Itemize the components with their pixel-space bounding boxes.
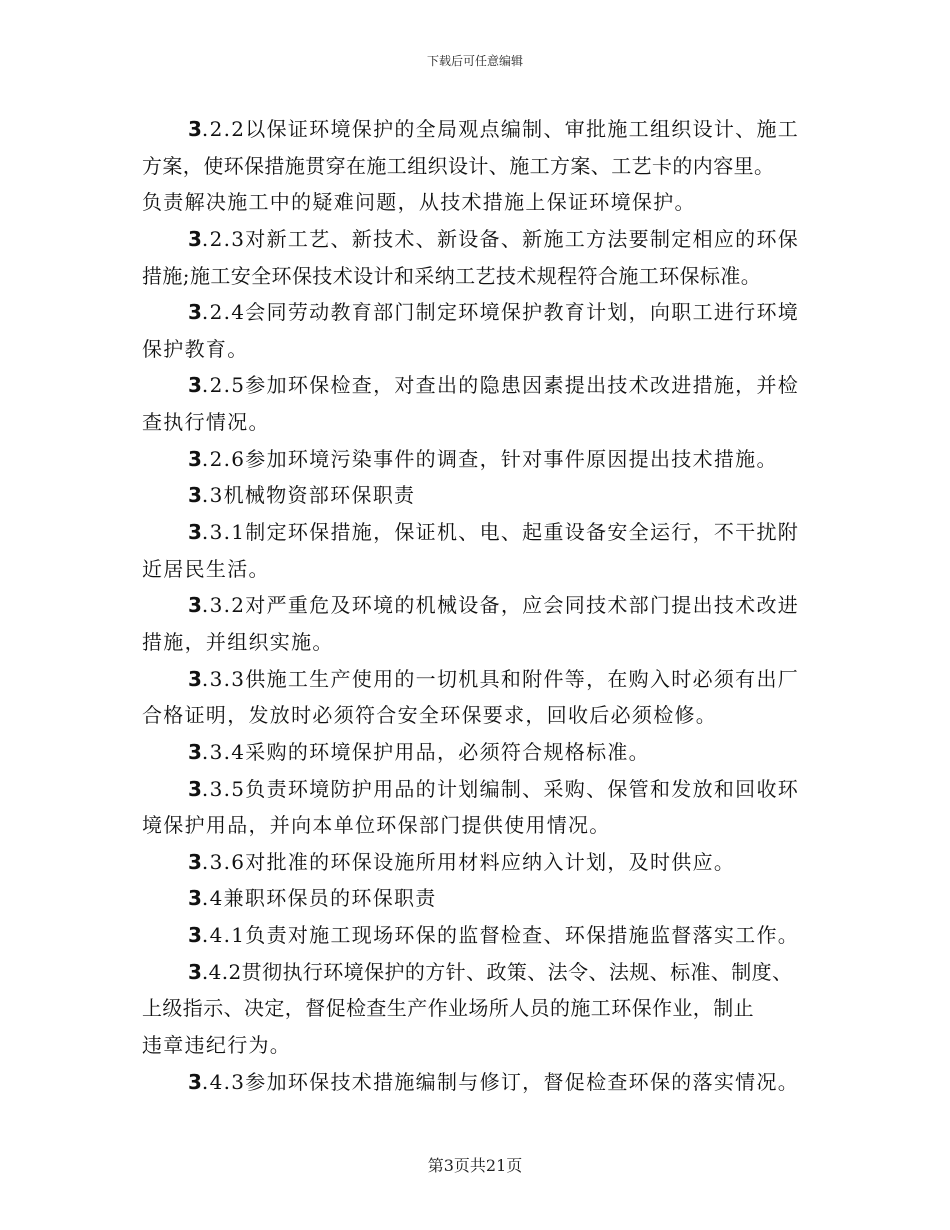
line-text: 境保护用品，并向本单位环保部门提供使用情况。: [142, 813, 611, 838]
section-number: 3: [188, 520, 202, 545]
line-text: .2.5参加环保检查，对查出的隐患因素提出技术改进措施，并检: [201, 373, 800, 398]
page-header: 下载后可任意编辑: [426, 54, 523, 68]
line-text: .4.3参加环保技术措施编制与修订，督促检查环保的落实情况。: [201, 1069, 800, 1094]
line-text: 保护教育。: [142, 336, 249, 361]
line-text: .3.2对严重危及环境的机械设备，应会同技术部门提出技术改进: [201, 593, 800, 618]
section-number: 3: [188, 1069, 202, 1094]
line-text: .3.1制定环保措施，保证机、电、起重设备安全运行，不干扰附: [201, 520, 800, 545]
paragraph-line: [142, 294, 832, 331]
line-text: 合格证明，发放时必须符合安全环保要求，回收后必须检修。: [142, 703, 718, 728]
paragraph-line: [142, 880, 832, 917]
paragraph-line: [142, 184, 832, 221]
line-text: .3机械物资部环保职责: [201, 483, 416, 508]
section-number: 3: [188, 666, 202, 691]
paragraph-line: [142, 441, 832, 478]
section-number: 3: [188, 739, 202, 764]
paragraph-line: [142, 404, 832, 441]
section-number: 3: [188, 593, 202, 618]
paragraph-line: [142, 697, 832, 734]
paragraph-line: [142, 331, 832, 368]
line-text: 负责解决施工中的疑难问题，从技术措施上保证环境保护。: [142, 190, 696, 215]
paragraph-line: [142, 148, 832, 185]
line-text: 近居民生活。: [142, 556, 270, 581]
paragraph-line: [142, 990, 832, 1027]
line-text: .3.3供施工生产使用的一切机具和附件等，在购入时必须有出厂: [201, 666, 800, 691]
section-number: 3: [188, 923, 202, 948]
section-number: 3: [188, 776, 202, 801]
paragraph-line: [142, 624, 832, 661]
paragraph-line: [142, 477, 832, 514]
section-number: 3: [188, 483, 202, 508]
paragraph-line: [142, 587, 832, 624]
line-text: 措施，并组织实施。: [142, 629, 334, 654]
line-text: .4.2贯彻执行环境保护的方针、政策、法令、法规、标准、制度、: [201, 959, 793, 984]
paragraph-line: [142, 111, 832, 148]
paragraph-line: [142, 917, 832, 954]
paragraph-line: [142, 661, 832, 698]
line-text: .4.1负责对施工现场环保的监督检查、环保措施监督落实工作。: [201, 923, 800, 948]
section-number: 3: [188, 226, 202, 251]
line-text: 上级指示、决定，督促检查生产作业场所人员的施工环保作业，制止: [142, 996, 754, 1021]
paragraph-line: [142, 734, 832, 771]
paragraph-line: [142, 954, 832, 991]
paragraph-line: [142, 1064, 832, 1101]
section-number: 3: [188, 959, 202, 984]
line-text: .3.6对批准的环保设施所用材料应纳入计划，及时供应。: [201, 849, 736, 874]
line-text: .2.3对新工艺、新技术、新设备、新施工方法要制定相应的环保: [201, 226, 800, 251]
line-text: .2.6参加环境污染事件的调查，针对事件原因提出技术措施。: [201, 446, 778, 471]
document-body: [142, 111, 832, 1100]
line-text: 查执行情况。: [142, 410, 270, 435]
line-text: 措施;施工安全环保技术设计和采纳工艺技术规程符合施工环保标准。: [142, 263, 762, 288]
section-number: 3: [188, 117, 202, 141]
line-text: .3.4采购的环境保护用品，必须符合规格标准。: [201, 739, 650, 764]
page-number: 第3页共21页: [427, 1156, 523, 1175]
paragraph-line: [142, 367, 832, 404]
line-text: .3.5负责环境防护用品的计划编制、采购、保管和发放和回收环: [201, 776, 800, 801]
paragraph-line: [142, 844, 832, 881]
paragraph-line: [142, 514, 832, 551]
paragraph-line: [142, 221, 832, 258]
section-number: 3: [188, 300, 202, 325]
line-text: .2.2以保证环境保护的全局观点编制、审批施工组织设计、施工: [201, 117, 800, 141]
line-text: 方案，使环保措施贯穿在施工组织设计、施工方案、工艺卡的内容里。: [142, 153, 775, 178]
paragraph-line: [142, 1027, 832, 1064]
paragraph-line: [142, 551, 832, 588]
section-number: 3: [188, 886, 202, 911]
line-text: 违章违纪行为。: [142, 1033, 292, 1058]
paragraph-line: [142, 258, 832, 295]
section-number: 3: [188, 446, 202, 471]
section-number: 3: [188, 373, 202, 398]
line-text: .4兼职环保员的环保职责: [201, 886, 437, 911]
paragraph-line: [142, 771, 832, 808]
section-number: 3: [188, 849, 202, 874]
paragraph-line: [142, 807, 832, 844]
line-text: .2.4会同劳动教育部门制定环境保护教育计划，向职工进行环境: [201, 300, 800, 325]
